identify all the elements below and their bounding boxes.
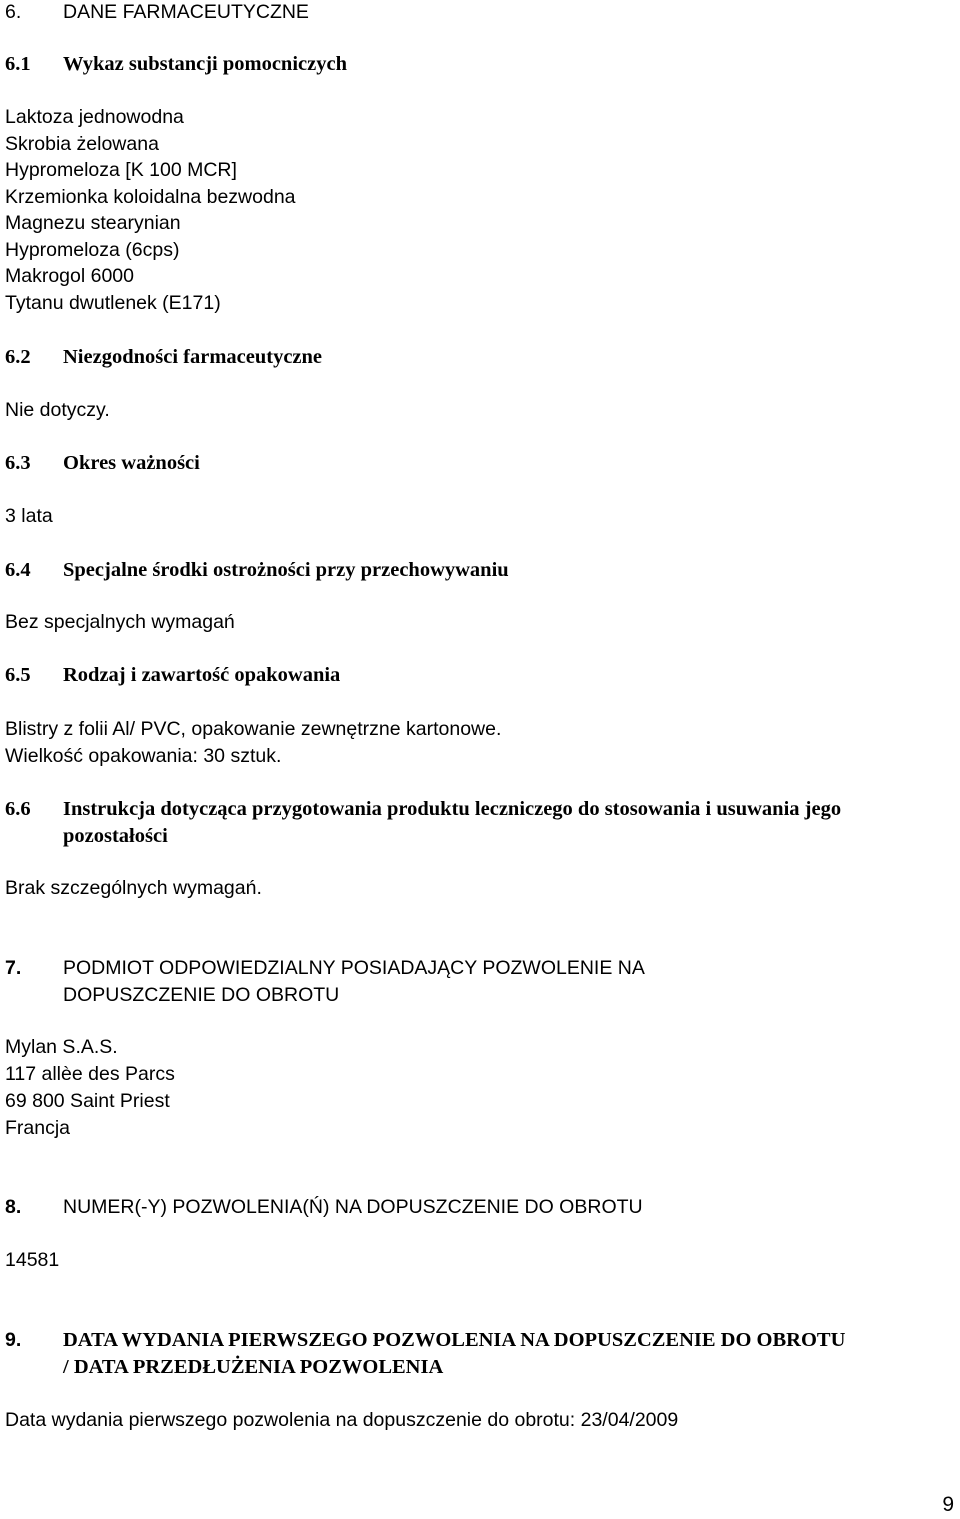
section-number: 7.: [5, 957, 22, 979]
authorization-number: 14581: [5, 1249, 60, 1271]
excipient-item: Makrogol 6000: [5, 265, 134, 287]
subsection-body: Wielkość opakowania: 30 sztuk.: [5, 745, 282, 767]
section-title: DANE FARMACEUTYCZNE: [63, 1, 309, 23]
section-title: NUMER(-Y) POZWOLENIA(Ń) NA DOPUSZCZENIE DO OBROTU: [63, 1196, 643, 1218]
subsection-title: Instrukcja dotycząca przygotowania produktu leczniczego do stosowania i usuwania jego: [63, 798, 842, 820]
subsection-number: 6.4: [5, 559, 31, 581]
section-number: 6.: [5, 1, 22, 23]
excipient-item: Hypromeloza [K 100 MCR]: [5, 159, 237, 181]
address-line: 117 allèe des Parcs: [5, 1063, 175, 1085]
subsection-body: Bez specjalnych wymagań: [5, 611, 235, 633]
address-line: 69 800 Saint Priest: [5, 1090, 170, 1112]
subsection-body: Nie dotyczy.: [5, 399, 110, 421]
section-title: DOPUSZCZENIE DO OBROTU: [63, 984, 340, 1006]
page-number: 9: [942, 1493, 954, 1516]
excipient-item: Tytanu dwutlenek (E171): [5, 292, 221, 314]
address-line: Mylan S.A.S.: [5, 1036, 118, 1058]
subsection-number: 6.2: [5, 346, 31, 368]
subsection-title: Rodzaj i zawartość opakowania: [63, 664, 341, 686]
address-line: Francja: [5, 1117, 71, 1139]
subsection-body: Blistry z folii Al/ PVC, opakowanie zewnętrzne kartonowe.: [5, 718, 502, 740]
first-authorization-date: Data wydania pierwszego pozwolenia na dopuszczenie do obrotu: 23/04/2009: [5, 1409, 679, 1431]
section-number: 8.: [5, 1196, 22, 1218]
subsection-number: 6.6: [5, 798, 31, 820]
section-title: / DATA PRZEDŁUŻENIA POZWOLENIA: [63, 1356, 444, 1378]
subsection-title: pozostałości: [63, 825, 168, 847]
excipient-item: Magnezu stearynian: [5, 212, 181, 234]
excipient-item: Laktoza jednowodna: [5, 106, 184, 128]
subsection-body: 3 lata: [5, 505, 53, 527]
subsection-number: 6.1: [5, 53, 31, 75]
subsection-title: Niezgodności farmaceutyczne: [63, 346, 323, 368]
excipient-item: Krzemionka koloidalna bezwodna: [5, 186, 296, 208]
subsection-body: Brak szczególnych wymagań.: [5, 877, 262, 899]
excipient-item: Hypromeloza (6cps): [5, 239, 180, 261]
subsection-title: Okres ważności: [63, 452, 200, 474]
section-title: DATA WYDANIA PIERWSZEGO POZWOLENIA NA DOPUSZCZENIE DO OBROTU: [63, 1329, 846, 1351]
section-title: PODMIOT ODPOWIEDZIALNY POSIADAJĄCY POZWOLENIE NA: [63, 957, 645, 979]
subsection-number: 6.5: [5, 664, 31, 686]
section-number: 9.: [5, 1329, 22, 1351]
excipient-item: Skrobia żelowana: [5, 133, 159, 155]
subsection-title: Specjalne środki ostrożności przy przechowywaniu: [63, 559, 509, 581]
subsection-number: 6.3: [5, 452, 31, 474]
subsection-title: Wykaz substancji pomocniczych: [63, 53, 347, 75]
